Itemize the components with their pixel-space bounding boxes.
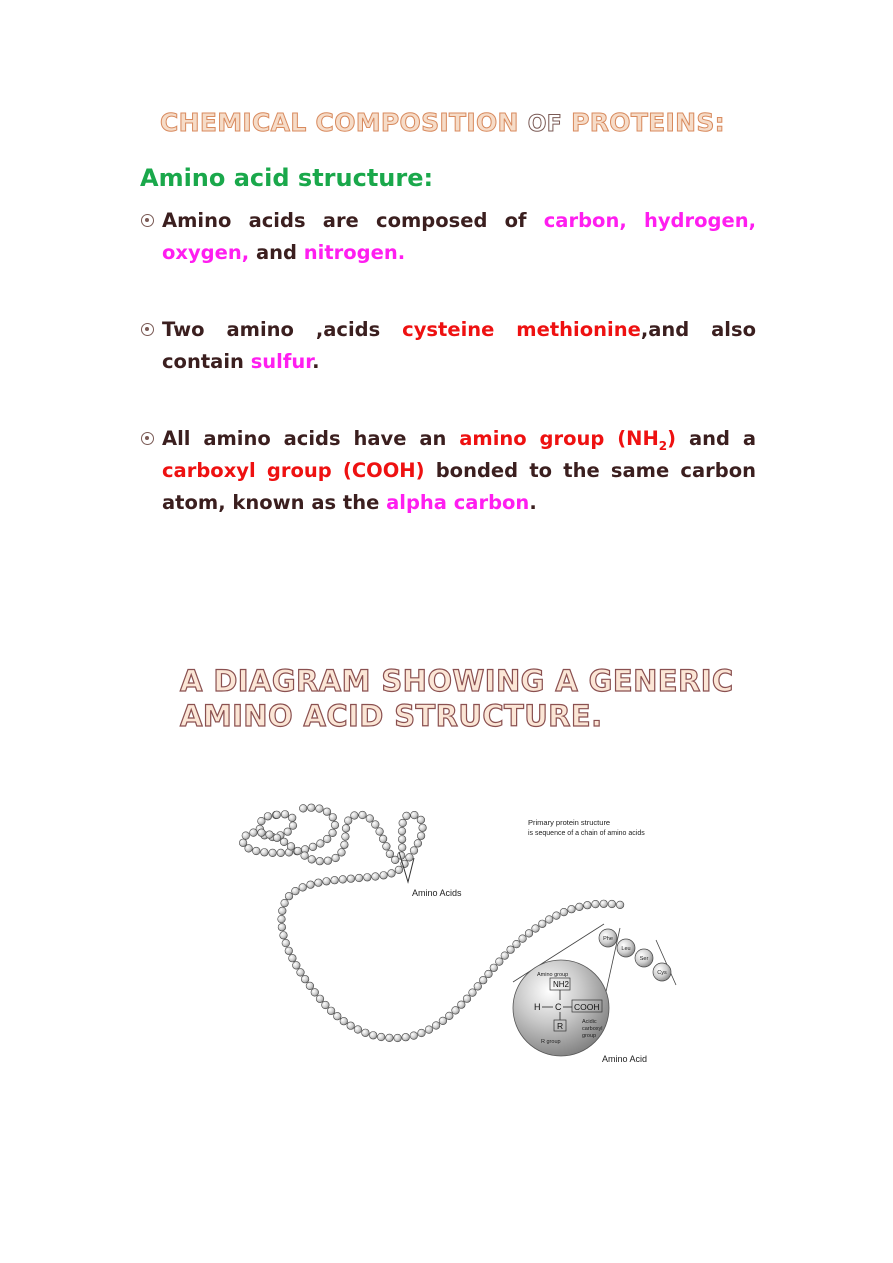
amino-acid-bead	[568, 905, 576, 913]
amino-acid-highlight: cysteine	[402, 318, 495, 341]
amino-acid-bead	[600, 900, 608, 908]
bullet-sulfur	[140, 314, 756, 378]
amino-acid-bead	[324, 857, 332, 865]
amino-acid-bead	[347, 1022, 355, 1030]
amino-acid-bead	[327, 1007, 335, 1015]
amino-acid-bead	[458, 1001, 466, 1009]
element-highlight: carbon, hydrogen, oxygen,	[162, 209, 756, 264]
bullet-text: bonded to the same carbon atom, known as the	[162, 459, 756, 514]
amino-acid-bead	[278, 915, 286, 923]
amino-acid-bead	[288, 814, 296, 822]
bullet-circle-icon	[141, 323, 154, 336]
amino-acid-bead	[501, 952, 509, 960]
page-title-part-3: PROTEINS:	[562, 108, 725, 137]
amino-acid-bead	[417, 816, 425, 824]
amino-acid-bead	[266, 831, 274, 839]
amino-acid-bead	[354, 1026, 362, 1034]
amino-acid-bead	[507, 946, 515, 954]
amino-acid-bead	[410, 847, 418, 855]
amino-acid-bead	[253, 847, 261, 855]
amino-acid-bead	[334, 1012, 342, 1020]
amino-acid-bead	[545, 916, 553, 924]
amino-acid-bead	[553, 912, 561, 920]
group-highlight: carboxyl group (COOH)	[162, 459, 425, 482]
amino-acid-bead	[402, 1033, 410, 1041]
bullet-composition	[140, 205, 756, 269]
bullet-circle-icon	[141, 214, 154, 227]
amino-acid-bead	[395, 866, 403, 874]
amino-acid-bead	[383, 843, 391, 851]
amino-acid-bead	[463, 995, 471, 1003]
amino-acid-bead	[306, 982, 314, 990]
amino-acid-bead	[394, 1034, 402, 1042]
amino-acid-bead	[388, 870, 396, 878]
amino-acid-bead	[329, 814, 337, 822]
amino-acid-bead	[513, 940, 521, 948]
amino-acid-bead	[446, 1012, 454, 1020]
bullet-groups	[140, 423, 756, 519]
amino-acid-bead	[355, 874, 363, 882]
amino-acid-bead	[532, 925, 540, 933]
amino-acid-bead	[299, 805, 307, 813]
amino-acid-bead	[608, 900, 616, 908]
element-highlight: nitrogen.	[303, 241, 406, 264]
amino-acid-bead	[351, 812, 359, 820]
amino-acid-bead	[362, 1029, 370, 1037]
amino-acid-bead	[323, 835, 331, 843]
bullet-list	[140, 205, 756, 519]
group-highlight	[459, 427, 677, 453]
amino-acid-bead	[376, 828, 384, 836]
amino-acid-bead	[282, 939, 290, 947]
amino-acid-bead	[277, 849, 285, 857]
page-title-of: OF	[527, 112, 563, 137]
amino-acid-bead	[386, 850, 394, 858]
page-title-part-1: CHEMICAL COMPOSITION	[160, 108, 528, 137]
amino-acid-bead	[307, 881, 315, 889]
amino-acid-bead	[519, 935, 527, 943]
amino-acid-bead	[616, 901, 624, 909]
amino-acid-bead	[269, 849, 277, 857]
amino-acid-bead	[309, 843, 317, 851]
bullet-text	[494, 318, 516, 341]
amino-acid-bead	[289, 954, 297, 962]
page-title	[160, 108, 725, 137]
amino-acid-bead	[280, 838, 288, 846]
amino-acid-bead	[294, 847, 302, 855]
group-highlight-text: )	[667, 427, 677, 450]
amino-acid-bead	[258, 817, 266, 825]
bullet-text: Amino acids are composed of	[162, 209, 544, 232]
amino-acid-bead	[398, 827, 406, 835]
amino-acid-bead	[323, 808, 331, 816]
amino-acid-bead	[341, 841, 349, 849]
amino-acid-bead	[469, 989, 477, 997]
amino-acid-bead	[284, 828, 292, 836]
bullet-text: and a	[676, 427, 756, 450]
bullet-text: ,and also contain	[162, 318, 756, 373]
amino-acid-bead	[369, 1032, 377, 1040]
amino-acid-bead	[273, 834, 281, 842]
amino-acid-bead	[479, 976, 487, 984]
amino-acid-bead	[359, 811, 367, 819]
amino-acid-highlight: methionine	[516, 318, 641, 341]
amino-acid-label: Amino Acid	[602, 1054, 648, 1064]
amino-acid-bead	[414, 840, 422, 848]
r-label: R	[557, 1021, 564, 1031]
amino-acid-bead	[411, 811, 419, 819]
protein-structure-figure	[236, 800, 680, 1082]
subscript: 2	[658, 438, 668, 453]
amino-acid-bead	[496, 958, 504, 966]
element-highlight: sulfur	[250, 350, 313, 373]
amino-acid-bead	[322, 1001, 330, 1009]
amino-acid-bead	[280, 932, 288, 940]
amino-acid-bead	[301, 975, 309, 983]
amino-acid-bead	[285, 892, 293, 900]
bullet-text: .	[529, 491, 537, 514]
amino-acid-bead	[281, 811, 289, 819]
amino-acid-bead	[560, 908, 568, 916]
amino-acid-bead	[432, 1022, 440, 1030]
amino-acid-bead	[584, 901, 592, 909]
bullet-text: and	[249, 241, 304, 264]
amino-acid-bead	[317, 840, 325, 848]
amino-acid-bead	[380, 872, 388, 880]
amino-acid-bead	[372, 873, 380, 881]
amino-group-label: Amino group	[537, 972, 569, 978]
amino-acid-bead	[377, 1033, 385, 1041]
amino-acid-bead	[347, 875, 355, 883]
amino-acid-bead	[239, 839, 247, 847]
residue-label: Cys	[657, 970, 667, 976]
h-label: H	[534, 1002, 541, 1012]
amino-acid-bead	[342, 833, 350, 841]
amino-acid-bead	[301, 852, 309, 860]
amino-acid-bead	[279, 907, 287, 915]
acidic-label-line-1: Acidic	[582, 1019, 597, 1025]
amino-acid-bead	[419, 824, 427, 832]
amino-acid-bead	[398, 844, 406, 852]
caption-line-2: is sequence of a chain of amino acids	[528, 830, 645, 837]
amino-acid-bead	[539, 920, 547, 928]
amino-acid-bead	[372, 821, 380, 829]
amino-acid-bead	[316, 805, 324, 813]
amino-acid-bead	[525, 930, 533, 938]
cooh-label: COOH	[574, 1002, 600, 1012]
amino-acid-bead	[323, 878, 331, 886]
amino-acid-bead	[329, 829, 337, 837]
amino-acid-bead	[410, 1032, 418, 1040]
amino-acid-bead	[452, 1007, 460, 1015]
amino-acid-bead	[490, 964, 498, 972]
diagram-title-line-2: AMINO ACID STRUCTURE.	[180, 699, 603, 733]
amino-acid-bead	[399, 819, 407, 827]
amino-acid-bead	[338, 849, 346, 857]
section-heading: Amino acid structure:	[140, 164, 434, 192]
residue-label: Ser	[639, 956, 649, 962]
amino-acid-bead	[258, 829, 266, 837]
group-highlight-text: amino group (NH	[459, 427, 659, 450]
bullet-text: All amino acids have an	[162, 427, 460, 450]
amino-acid-bead	[417, 832, 425, 840]
amino-acid-bead	[316, 857, 324, 865]
caption-line-1: Primary protein structure	[528, 818, 611, 827]
amino-acid-bead	[379, 835, 387, 843]
nh2-label: NH2	[553, 980, 570, 989]
amino-acid-bead	[297, 969, 305, 977]
amino-acid-bead	[331, 876, 339, 884]
amino-acid-bead	[264, 813, 272, 821]
amino-acid-bead	[315, 879, 323, 887]
amino-acid-bead	[285, 947, 293, 955]
c-label: C	[555, 1002, 562, 1012]
residue-label: Phe	[603, 936, 613, 942]
amino-acid-bead	[386, 1034, 394, 1042]
amino-acid-bead	[340, 1017, 348, 1025]
amino-acid-bead	[406, 854, 414, 862]
amino-acid-bead	[273, 811, 281, 819]
diagram-title-line-1: A DIAGRAM SHOWING A GENERIC	[180, 664, 734, 698]
amino-acids-label: Amino Acids	[412, 888, 462, 898]
amino-acid-bead	[366, 815, 374, 823]
acidic-label-line-3: group	[582, 1033, 597, 1039]
acidic-label-line-2: carboxyl	[582, 1026, 603, 1032]
residue-label: Leu	[621, 946, 631, 952]
amino-acid-bead	[439, 1017, 447, 1025]
amino-acid-bead	[332, 854, 340, 862]
amino-acid-bead	[339, 876, 347, 884]
amino-acid-bead	[344, 817, 352, 825]
amino-acid-bead	[316, 995, 324, 1003]
r-group-label: R group	[541, 1039, 561, 1045]
protein-structure-svg	[236, 800, 680, 1082]
diagram-title	[180, 664, 734, 734]
amino-acid-bead	[398, 836, 406, 844]
amino-acid-bead	[293, 962, 301, 970]
amino-acid-bead	[287, 843, 295, 851]
element-highlight: alpha carbon	[386, 491, 530, 514]
bullet-text: .	[312, 350, 320, 373]
bullet-text: Two amino ,acids	[162, 318, 403, 341]
amino-acid-bead	[576, 903, 584, 911]
bullet-circle-icon	[141, 432, 154, 445]
amino-acid-bead	[342, 825, 350, 833]
amino-acid-bead	[308, 856, 316, 864]
amino-acid-bead	[474, 983, 482, 991]
amino-acid-bead	[592, 900, 600, 908]
amino-acid-bead	[292, 887, 300, 895]
amino-acid-bead	[364, 874, 372, 882]
amino-acid-bead	[418, 1029, 426, 1037]
amino-acid-bead	[425, 1026, 433, 1034]
amino-acid-bead	[242, 832, 250, 840]
amino-acid-bead	[289, 822, 297, 830]
amino-acid-bead	[308, 804, 316, 812]
amino-acid-bead	[299, 884, 307, 892]
amino-acid-bead	[403, 812, 411, 820]
amino-acid-bead	[281, 899, 289, 907]
amino-acid-bead	[311, 989, 319, 997]
amino-acid-bead	[250, 829, 258, 837]
amino-acid-bead	[278, 923, 286, 931]
amino-acid-bead	[261, 849, 269, 857]
amino-acid-bead	[331, 821, 339, 829]
amino-acid-bead	[485, 970, 493, 978]
